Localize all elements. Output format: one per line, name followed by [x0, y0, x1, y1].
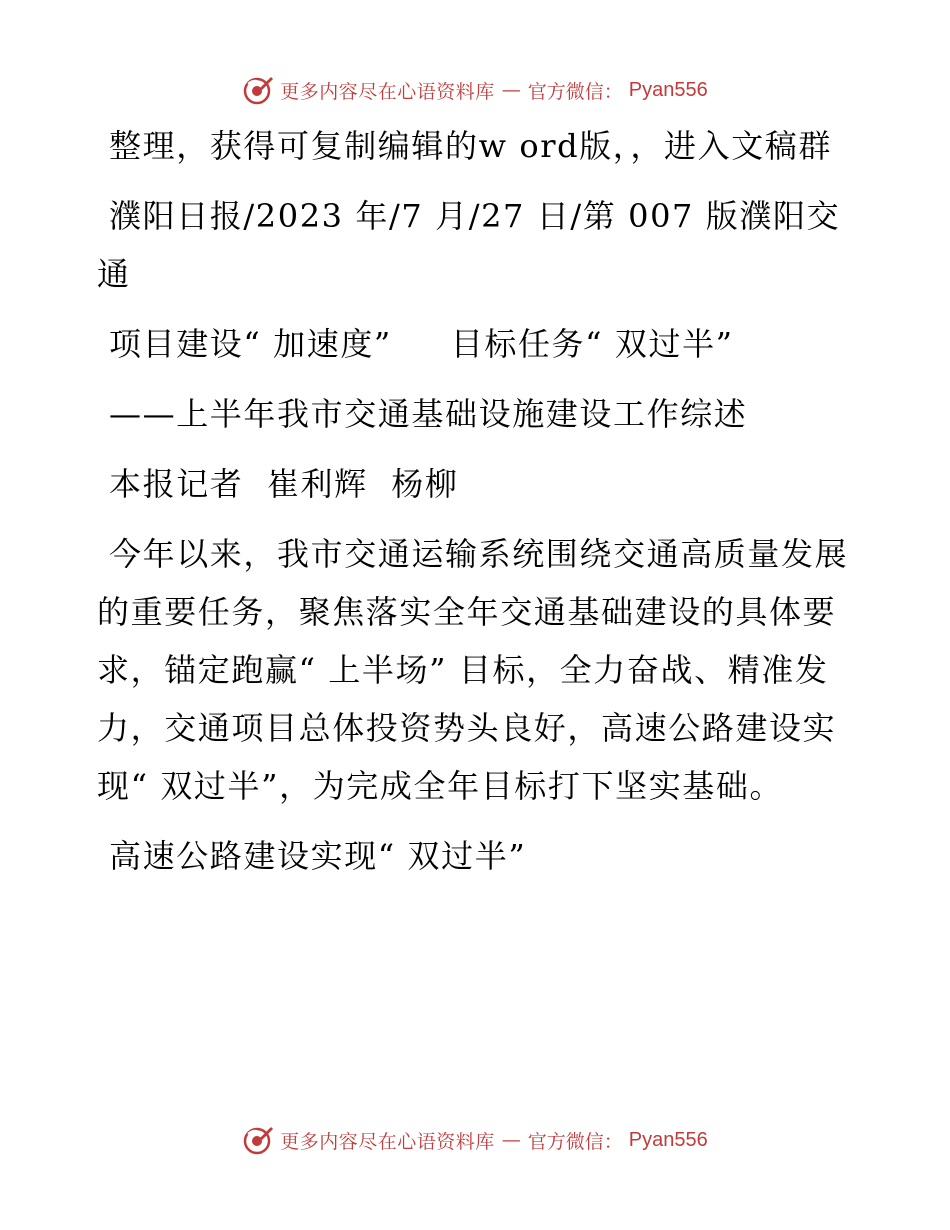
watermark-text: 更多内容尽在心语资料库	[280, 1130, 495, 1153]
article-lead-paragraph: 今年以来，我市交通运输系统围绕交通高质量发展的重要任务，聚焦落实全年交通基础建设的具体要求，锚定跑赢“ 上半场” 目标，全力奋战、精准发力，交通项目总体投资势头良好，高速公路建设实现“ 双过半”，为完成全年目标打下坚实基础。	[97, 535, 849, 805]
pen-circle-logo-icon	[242, 1124, 274, 1156]
document-body	[97, 117, 857, 897]
watermark-wechat-id: Pyan556	[628, 1128, 708, 1151]
watermark-banner-bottom	[0, 1120, 950, 1160]
watermark-separator: —	[501, 1129, 521, 1151]
article-title: 项目建设“ 加速度” 目标任务“ 双过半”	[109, 325, 734, 363]
paragraph-intro-note: 整理，获得可复制编辑的w ord版，，进入文稿群	[109, 127, 833, 165]
watermark-wechat-label: 官方微信：	[527, 1130, 623, 1153]
watermark-separator: —	[501, 79, 521, 101]
article-subtitle: ——上半年我市交通基础设施建设工作综述	[109, 395, 748, 433]
article-byline: 本报记者 崔利辉 杨柳	[109, 465, 459, 503]
watermark-text: 更多内容尽在心语资料库	[280, 80, 495, 103]
section-heading: 高速公路建设实现“ 双过半”	[109, 837, 527, 875]
watermark-banner-top	[0, 70, 950, 110]
pen-circle-logo-icon	[242, 74, 274, 106]
paragraph-source-line: 濮阳日报/2023 年/7 月/27 日/第 007 版濮阳交通	[97, 197, 841, 293]
watermark-wechat-id: Pyan556	[628, 78, 708, 101]
watermark-wechat-label: 官方微信：	[527, 80, 623, 103]
